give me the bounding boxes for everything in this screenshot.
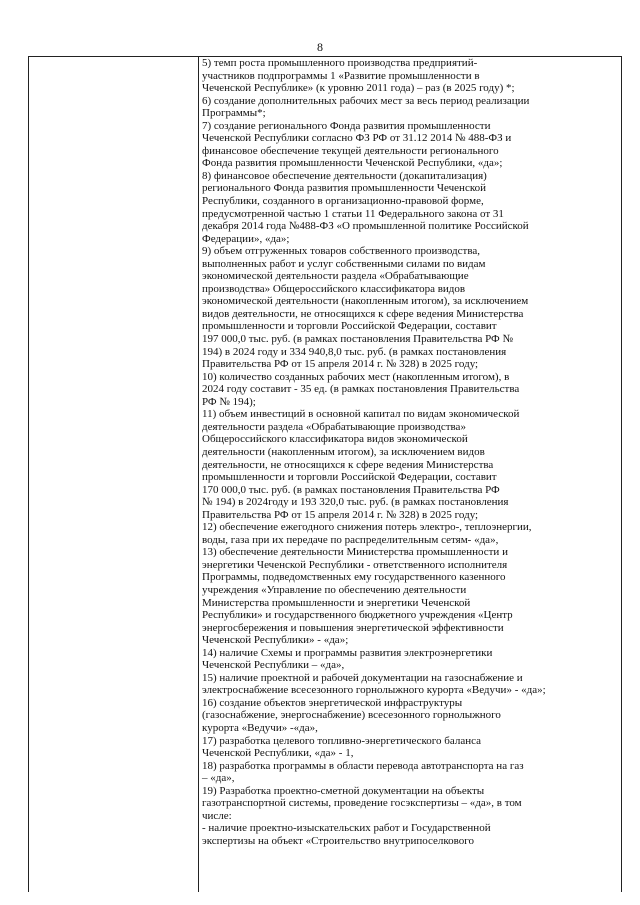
text-line: Чеченской Республики, «да» - 1, [202,747,354,760]
text-line: числе: [202,809,232,822]
text-line: 5) темп роста промышленного производства предприятий- [202,57,478,69]
text-line: 2024 году составит - 35 ед. (в рамках постановления Правительства [202,383,520,396]
text-line: финансовое обеспечение текущей деятельности регионального [202,144,499,157]
text-line: 197 000,0 тыс. руб. (в рамках постановления Правительства РФ № [202,333,513,346]
text-line: 10) количество созданных рабочих мест (накопленным итогом), в [202,370,510,383]
text-line: 12) обеспечение ежегодного снижения потерь электро-, теплоэнергии, [202,521,532,534]
text-line: 18) разработка программы в области перевода автотранспорта на газ [202,759,524,772]
text-line: РФ № 194); [202,395,256,408]
text-line: 7) создание регионального Фонда развития промышленности [202,119,491,132]
text-line: 8) финансовое обеспечение деятельности (докапитализация) [202,169,487,182]
text-line: Чеченской Республики согласно ФЗ РФ от 31.12 2014 № 488-ФЗ и [202,132,512,145]
text-line: участников подпрограммы 1 «Развитие промышленности в [202,69,480,82]
text-line: 17) разработка целевого топливно-энергетического баланса [202,734,482,747]
text-line: деятельности (накопленным итогом), за исключением видов [202,445,485,458]
text-line: экономической деятельности раздела «Обрабатывающие [202,270,469,283]
text-line: экспертизы на объект «Строительство внутрипоселкового [202,834,475,847]
text-line: экономической деятельности (накопленным итогом), за исключением [202,295,529,308]
text-line: Министерства промышленности и энергетики Чеченской [202,596,471,609]
text-line: деятельности, не относящихся к сфере ведения Министерства [202,458,494,471]
text-line: газотранспортной системы, проведение госэкспертизы – «да», в том [202,797,522,810]
text-line: курорта «Ведучи» -«да», [202,721,318,734]
document-table [28,56,622,892]
text-line: Фонда развития промышленности Чеченской Республики, «да»; [202,157,503,170]
text-line: Программы*; [202,107,266,120]
text-line: Республики, созданного в организационно-правовой форме, [202,195,484,208]
text-line: 9) объем отгруженных товаров собственного производства, [202,245,481,258]
text-line: производства» Общероссийского классификатора видов [202,282,466,295]
text-line: Правительства РФ от 15 апреля 2014 г. № 328) в 2025 году; [202,358,479,371]
text-line: (газоснабжение, энергоснабжение) всесезонного горнолыжного [202,709,501,722]
text-line: 14) наличие Схемы и программы развития электроэнергетики [202,646,493,659]
text-line: - наличие проектно-изыскательских работ и Государственной [202,822,491,835]
text-line: регионального Фонда развития промышленности Чеченской [202,182,487,195]
text-line: декабря 2014 года №488-ФЗ «О промышленной политике Российской [202,220,529,233]
text-line: энергетики Чеченской Республики - ответственного исполнителя [202,558,508,571]
text-line: 194) в 2024 году и 334 940,8,0 тыс. руб. (в рамках постановления [202,345,507,358]
text-line: Чеченской Республики – «да», [202,659,345,672]
text-line: № 194) в 2024году и 193 320,0 тыс. руб. (в рамках постановления [202,496,509,509]
page-number: 8 [317,40,323,54]
text-line: 6) создание дополнительных рабочих мест за весь период реализации [202,94,530,107]
text-line: учреждения «Управление по обеспечению деятельности [202,583,467,596]
text-line: видов деятельности, не относящихся к сфере ведения Министерства [202,307,524,320]
text-line: Общероссийского классификатора видов экономической [202,433,468,446]
text-line: выполненных работ и услуг собственными силами по видам [202,257,486,270]
text-line: Республики» и государственного бюджетного учреждения «Центр [202,609,513,622]
text-line: 170 000,0 тыс. руб. (в рамках постановления Правительства РФ [202,483,500,496]
text-line: 15) наличие проектной и рабочей документации на газоснабжение и [202,671,523,684]
text-line: Чеченской Республики» - «да»; [202,634,349,647]
text-line: Программы, подведомственных ему государственного казенного [202,571,506,584]
table-left-column [29,57,199,892]
text-line: промышленности и торговли Российской Федерации, составит [202,320,497,333]
text-line: Правительства РФ от 15 апреля 2014 г. № 328) в 2025 году; [202,508,479,521]
text-line: энергосбережения и повышения энергетической эффективности [202,621,504,634]
text-line: предусмотренной частью 1 статьи 11 Федерального закона от 31 [202,207,504,220]
text-line: Федерации», «да»; [202,232,290,245]
text-line: деятельности раздела «Обрабатывающие производства» [202,420,466,433]
text-line: 19) Разработка проектно-сметной документации на объекты [202,784,485,797]
text-line: электроснабжение всесезонного горнолыжного курорта «Ведучи» - «да»; [202,684,546,697]
text-line: Чеченской Республике» (к уровню 2011 года) – раз (в 2025 году) *; [202,82,515,95]
text-line: 16) создание объектов энергетической инфраструктуры [202,696,463,709]
text-line: воды, газа при их передаче по распределительным сетям- «да», [202,533,499,546]
text-line: 11) объем инвестиций в основной капитал по видам экономической [202,408,520,421]
text-line: – «да», [202,772,235,785]
text-line: промышленности и торговли Российской Федерации, составит [202,471,497,484]
text-line: 13) обеспечение деятельности Министерства промышленности и [202,546,508,559]
table-right-column [199,57,621,892]
